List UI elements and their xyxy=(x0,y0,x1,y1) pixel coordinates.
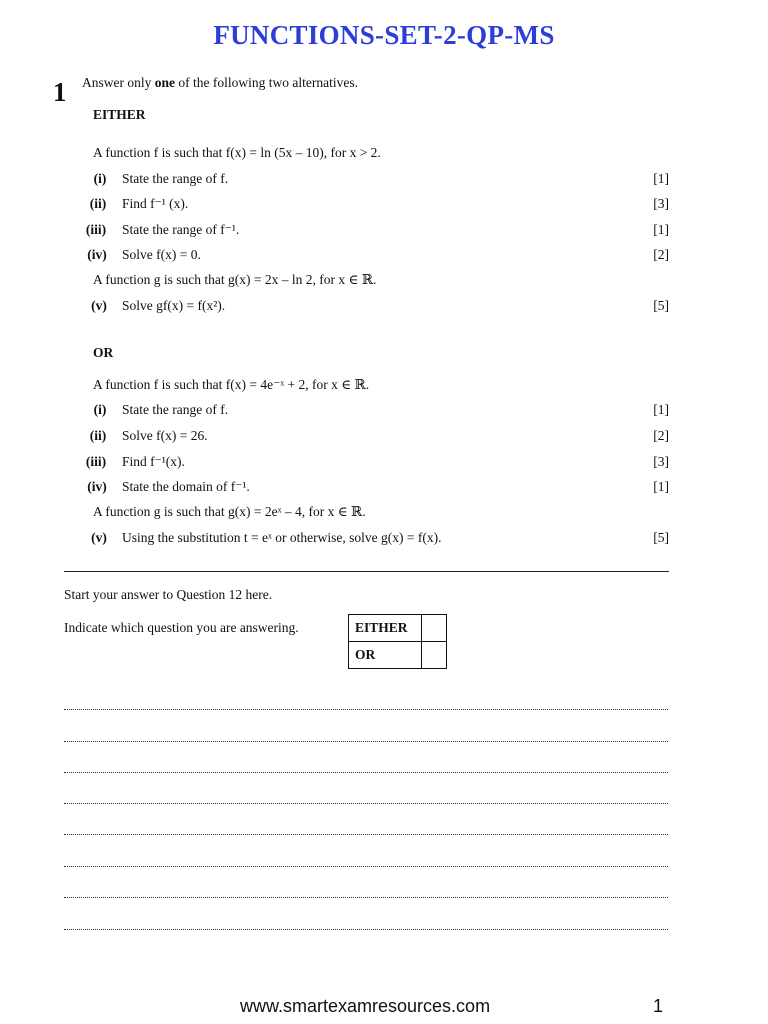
choice-row-or xyxy=(349,642,447,669)
either-part-text: State the range of f⁻¹. xyxy=(122,222,240,237)
instruction xyxy=(82,75,358,91)
or-intro-g: A function g is such that g(x) = 2eˣ – 4, for x ∈ ℝ. xyxy=(93,504,366,519)
answer-line[interactable] xyxy=(64,709,668,710)
instruction-bold: one xyxy=(154,75,175,90)
or-part-mark: [5] xyxy=(653,530,669,545)
or-part-mark: [3] xyxy=(653,454,669,469)
or-part-text: State the range of f. xyxy=(122,402,229,417)
section-divider xyxy=(64,571,669,572)
footer-url: www.smartexamresources.com xyxy=(240,996,491,1016)
or-part-text: Solve f(x) = 26. xyxy=(122,428,208,443)
or-part-text: Find f⁻¹(x). xyxy=(122,454,185,469)
page-title: FUNCTIONS-SET-2-QP-MS xyxy=(213,20,555,50)
either-part-text: Solve gf(x) = f(x²). xyxy=(122,298,226,313)
answer-line[interactable] xyxy=(64,772,668,773)
either-part-mark: [1] xyxy=(653,171,669,186)
start-answer-text: Start your answer to Question 12 here. xyxy=(64,587,273,602)
indicate-text: Indicate which question you are answering. xyxy=(64,620,299,635)
either-part-label: (ii) xyxy=(89,196,107,211)
either-intro-f: A function f is such that f(x) = ln (5x – 10), for x > 2. xyxy=(93,145,381,160)
answer-line[interactable] xyxy=(64,897,668,898)
choice-row-either xyxy=(349,615,447,642)
either-part-text: Solve f(x) = 0. xyxy=(122,247,201,262)
either-part-label: (iii) xyxy=(85,222,107,237)
choice-checkbox-or[interactable] xyxy=(422,642,447,669)
or-heading: OR xyxy=(93,345,114,360)
either-part-text: Find f⁻¹ (x). xyxy=(122,196,189,211)
either-part-mark: [5] xyxy=(653,298,669,313)
either-part-mark: [2] xyxy=(653,247,669,262)
either-part-label: (iv) xyxy=(87,247,107,262)
or-part-label: (iv) xyxy=(87,479,107,494)
or-part-text: Using the substitution t = eˣ or otherwise, solve g(x) = f(x). xyxy=(122,530,442,545)
answer-line[interactable] xyxy=(64,741,668,742)
or-part-text: State the domain of f⁻¹. xyxy=(122,479,250,494)
page-number: 1 xyxy=(653,996,664,1016)
choice-table xyxy=(348,614,447,669)
choice-label-or: OR xyxy=(349,642,422,669)
or-part-label: (ii) xyxy=(89,428,107,443)
or-intro-f: A function f is such that f(x) = 4e⁻ˣ + 2, for x ∈ ℝ. xyxy=(93,377,370,392)
either-part-mark: [3] xyxy=(653,196,669,211)
choice-checkbox-either[interactable] xyxy=(422,615,447,642)
answer-line[interactable] xyxy=(64,834,668,835)
answer-line[interactable] xyxy=(64,866,668,867)
question-number: 1 xyxy=(53,77,67,107)
or-part-label: (v) xyxy=(91,530,107,545)
or-part-label: (iii) xyxy=(85,454,107,469)
answer-line[interactable] xyxy=(64,929,668,930)
either-heading: EITHER xyxy=(93,107,146,122)
or-part-mark: [1] xyxy=(653,479,669,494)
either-part-mark: [1] xyxy=(653,222,669,237)
instruction-post: of the following two alternatives. xyxy=(175,75,358,90)
either-intro-g: A function g is such that g(x) = 2x – ln 2, for x ∈ ℝ. xyxy=(93,272,377,287)
instruction-pre: Answer only xyxy=(82,75,155,90)
either-part-label: (v) xyxy=(91,298,107,313)
choice-label-either: EITHER xyxy=(349,615,422,642)
answer-line[interactable] xyxy=(64,803,668,804)
or-part-mark: [1] xyxy=(653,402,669,417)
or-part-mark: [2] xyxy=(653,428,669,443)
or-part-label: (i) xyxy=(93,402,107,417)
either-part-label: (i) xyxy=(93,171,107,186)
either-part-text: State the range of f. xyxy=(122,171,229,186)
